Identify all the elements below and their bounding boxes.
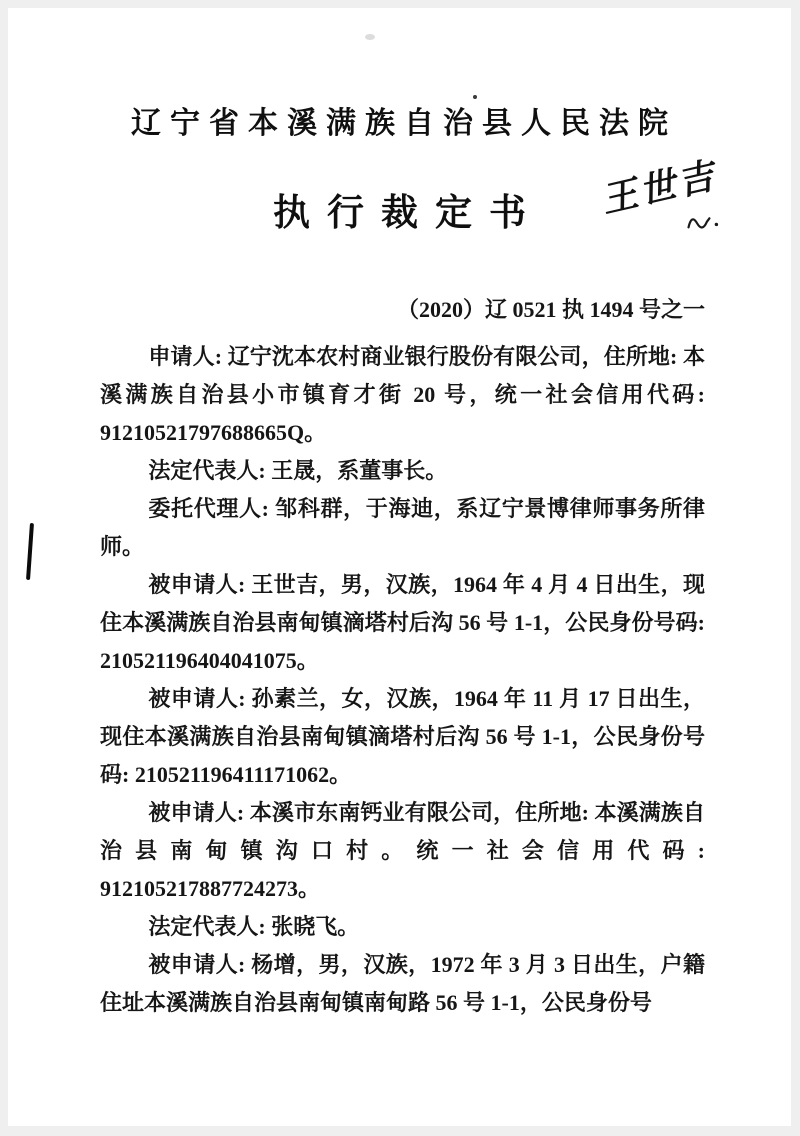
handwritten-signature: 王世吉: [597, 155, 721, 221]
paragraph-entrusted-agents: 委托代理人: 邹科群，于海迪，系辽宁景博律师事务所律师。: [100, 496, 705, 559]
paragraph-applicant: 申请人: 辽宁沈本农村商业银行股份有限公司，住所地: 本溪满族自治县小市镇育才街 20 号，统一社会信用代码: 91210521797688665Q。: [100, 344, 705, 445]
document-title: 执行裁定书: [273, 193, 543, 234]
ink-stroke-artifact: [26, 523, 34, 580]
scan-speck: [473, 95, 477, 99]
ink-squiggle-icon: [682, 203, 727, 237]
paragraph-legal-representative-1: 法定代表人: 王晟，系董事长。: [148, 458, 448, 483]
court-name-heading: 辽宁省本溪满族自治县人民法院: [131, 107, 677, 140]
paragraph-respondent-3: 被申请人: 本溪市东南钙业有限公司，住所地: 本溪满族自治县南甸镇沟口村。统一社会信用代码: 912105217887724273。: [100, 800, 705, 901]
case-number: （2020）辽 0521 执 1494 号之一: [396, 297, 705, 322]
paragraph-respondent-4: 被申请人: 杨增，男，汉族，1972 年 3 月 3 日出生，户籍住址本溪满族自治县南甸镇南甸路 56 号 1-1，公民身份号: [100, 952, 705, 1015]
paragraph-respondent-1: 被申请人: 王世吉，男，汉族，1964 年 4 月 4 日出生，现住本溪满族自治县南甸镇滴塔村后沟 56 号 1-1，公民身份号码: 210521196404041075。: [100, 572, 705, 673]
document-page: [8, 8, 791, 1126]
document-body: [100, 338, 705, 1022]
scan-speck: [365, 34, 375, 40]
paragraph-legal-representative-2: 法定代表人: 张晓飞。: [148, 914, 360, 939]
paragraph-respondent-2: 被申请人: 孙素兰，女，汉族，1964 年 11 月 17 日出生，现住本溪满族自治县南甸镇滴塔村后沟 56 号 1-1，公民身份号码: 210521196411171062。: [100, 686, 705, 787]
ink-squiggle-mark: [682, 203, 728, 242]
